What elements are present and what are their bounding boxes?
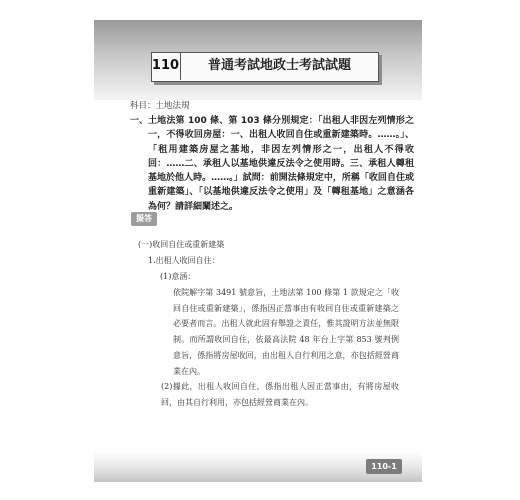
- answer-item-2: (2)據此，出租人收回自住，係指出租人因正當事由，有將房屋收回，由其自行利用，亦包括經營商業在內。: [161, 382, 399, 407]
- page-number: 110-1: [366, 459, 402, 474]
- answer-item-body: 依院解字第 3491 號意旨，土地法第 100 條第 1 款規定之「收回自住或重新建築」，係指因正當事由有收回自住或重新建築之必要者而言。出租人就此固有舉證之責任，惟其證明方法並無限制。而所謂收回自住，依最高法院 48 年台上字第 853 號判例意旨，係指將房屋收回，由出租人自行利用之意，亦包括經營商業在內。: [173, 288, 399, 376]
- question-text: 土地法第 100 條、第 103 條分別規定：「出租人非因左列情形之一，不得收回房屋：一、出租人收回自住或重新建築時。……。」、「租用建築房屋之基地，非因左列情形之一，出租人不得收回：……二、承租人以基地供違反法令之使用時。三、承租人轉租基地於他人時。……。」試問：前開法條規定中，所稱「收回自住或重新建築」、「以基地供違反法令之使用」及「轉租基地」之意涵各為何？請詳細闡述之。: [148, 116, 414, 212]
- question-marker: 一、: [130, 116, 149, 126]
- answer-item-label: (1)意涵：: [160, 272, 196, 281]
- exam-title: 普通考試地政士考試試題: [207, 58, 351, 73]
- answer-section-heading: (一)收回自住或重新建築: [138, 240, 225, 249]
- answer-subheading: 1.出租人收回自住：: [148, 256, 220, 265]
- answer-badge: 擬答: [131, 212, 157, 226]
- subject-line: 科目：土地法規: [130, 101, 190, 111]
- exam-number: 110: [151, 52, 181, 80]
